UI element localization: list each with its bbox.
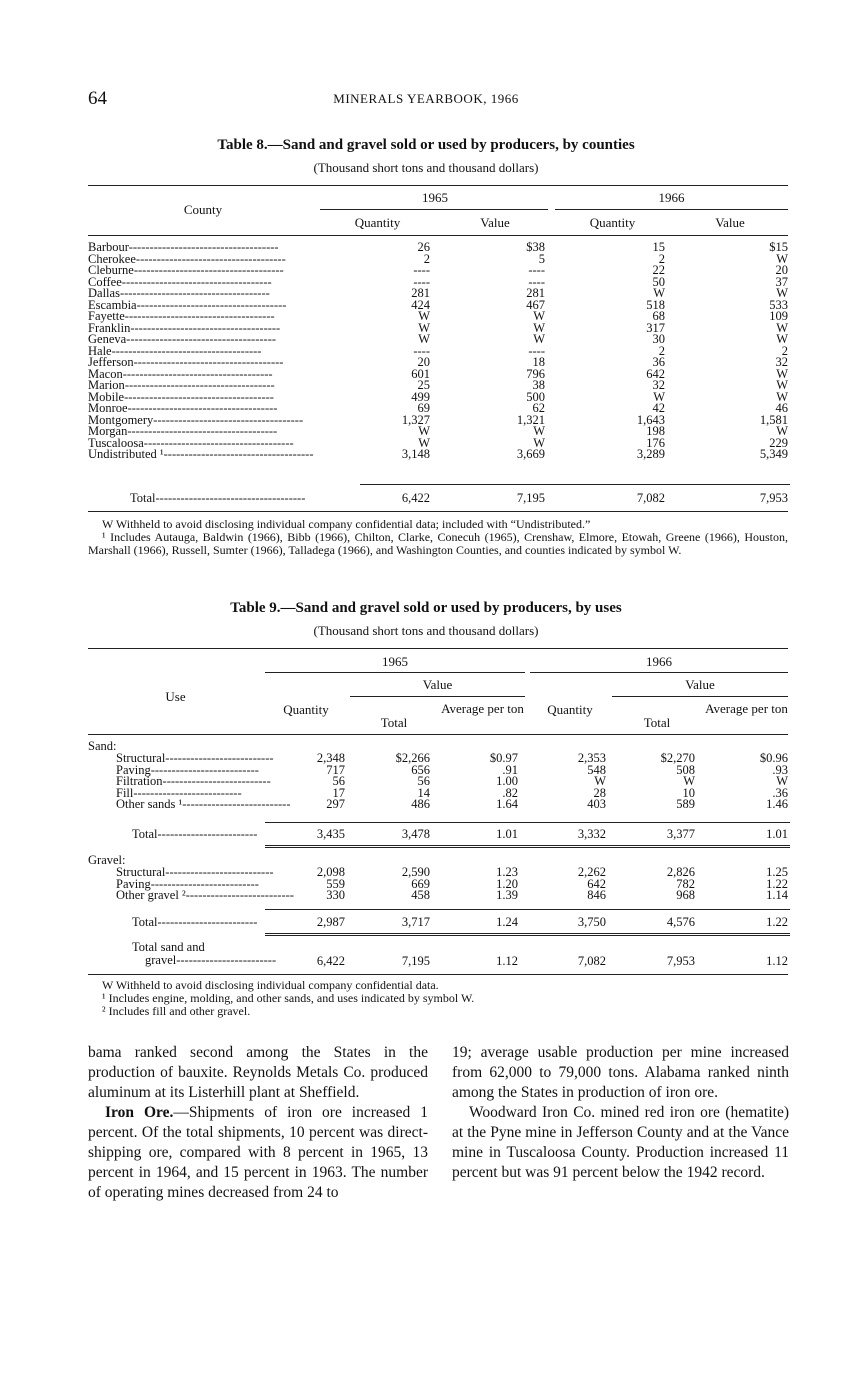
table-cell: 2	[658, 251, 665, 266]
table8-v66-column	[718, 242, 788, 461]
table9-sand-a65	[450, 753, 518, 811]
table-cell: W	[776, 774, 788, 788]
table-cell: 6,422	[401, 491, 430, 505]
table-cell: 56	[332, 774, 345, 788]
table-cell: 14	[417, 785, 430, 800]
table-cell: W	[418, 320, 430, 335]
table9-sand-t66	[625, 753, 695, 811]
table-cell: 500	[526, 389, 545, 404]
table9-sand-a66	[718, 753, 788, 811]
table9-value-rule-1965	[350, 696, 525, 697]
table-cell: 782	[676, 876, 695, 891]
table-cell: 601	[411, 366, 430, 381]
table-cell: W	[418, 424, 430, 438]
table8-header-rule	[88, 235, 788, 236]
table-cell: 20	[417, 355, 430, 369]
table-cell: 499	[411, 389, 430, 404]
table9-col-t65: Total	[380, 715, 408, 730]
page-number: 64	[88, 88, 107, 109]
table9-col-q66: Quantity	[547, 702, 593, 717]
table-cell: 1.64	[496, 797, 518, 811]
table8-q66-column	[595, 242, 665, 461]
table-cell: W	[418, 332, 430, 346]
table9-gravel-total-label: Total------------------------	[132, 915, 258, 929]
table-cell: 1.01	[766, 827, 788, 841]
table-cell: W	[533, 320, 545, 335]
table-cell: 37	[775, 274, 788, 289]
table-cell: 7,953	[666, 954, 695, 968]
table9-footnote-w: W Withheld to avoid disclosing individual company confidential data.	[102, 978, 439, 992]
table-cell: .36	[772, 785, 788, 800]
table9-col-t66: Total	[643, 715, 671, 730]
table-cell: 22	[652, 263, 665, 277]
table9-sand-q66	[540, 753, 606, 811]
table-cell: 1,327	[401, 412, 430, 427]
table-cell: 533	[769, 297, 788, 312]
table9-col-a66: Average per ton	[705, 701, 788, 716]
table-cell: 2,348	[316, 751, 345, 765]
table-cell: 846	[587, 888, 606, 902]
table-cell: 589	[676, 797, 695, 811]
table-cell: 10	[682, 785, 695, 800]
table-cell: 5	[538, 251, 545, 266]
table-cell: 109	[769, 309, 788, 323]
table-cell: W	[533, 332, 545, 346]
table9-sand-total-rule	[265, 822, 790, 823]
table-cell: .93	[772, 762, 788, 777]
table-cell: W	[776, 320, 788, 335]
table-cell: 69	[417, 401, 430, 415]
table-cell: 1.46	[766, 797, 788, 811]
table-cell: 7,082	[577, 954, 606, 968]
table-cell: 7,953	[759, 491, 788, 505]
table-cell: 669	[411, 876, 430, 891]
paragraph: Iron Ore.—Shipments of iron ore increased 1 percent. Of the total shipments, 10 percent was direct-shipping ore, compared with 8 percent in 1965, 13 percent in 1964, and 15 percent in 1963. The number of operating mines decreased from 24 to	[88, 1104, 429, 1201]
table-cell: 1.23	[496, 865, 518, 879]
table-cell: 2,353	[577, 751, 606, 765]
table-cell: $2,266	[395, 751, 430, 765]
table-cell: 1.24	[496, 915, 518, 929]
table9-subtitle: (Thousand short tons and thousand dollars)	[313, 623, 539, 638]
table8-bottom-rule	[88, 511, 788, 512]
table-cell: ----	[528, 263, 545, 277]
table-cell: W	[418, 435, 430, 450]
table-cell: 56	[417, 774, 430, 788]
section-heading: Iron Ore.	[105, 1104, 174, 1121]
table9-footnote-2: ² Includes fill and other gravel.	[102, 1004, 251, 1018]
table9-gravel-label: Gravel:	[88, 853, 126, 867]
table8-span-rule-1966	[555, 209, 788, 210]
table9-span-rule-1966	[530, 672, 788, 673]
table-cell: W	[776, 424, 788, 438]
paragraph: bama ranked second among the States in the production of bauxite. Reynolds Metals Co. produced aluminum at its Listerhill plant at Sheffield.	[88, 1044, 428, 1101]
table-cell: 30	[652, 332, 665, 346]
table-cell: 198	[646, 424, 665, 438]
table-row-label: Marion------------------------------------	[88, 378, 275, 392]
table-cell: 1,581	[759, 412, 788, 427]
table8-col-county: County	[183, 202, 223, 217]
table8-year-1965: 1965	[422, 190, 448, 205]
table-cell: W	[683, 774, 695, 788]
table-cell: 1.22	[766, 876, 788, 891]
table-cell: 176	[646, 435, 665, 450]
table9-sand-label: Sand:	[88, 739, 117, 753]
table-cell: 3,289	[636, 447, 665, 461]
table-row-label: Coffee------------------------------------	[88, 274, 272, 289]
table9-grand-total-label-1: Total sand and	[132, 940, 205, 954]
table-cell: 1.01	[496, 827, 518, 841]
table-cell: 3,148	[401, 447, 430, 461]
table-cell: 20	[775, 263, 788, 277]
table-cell: 50	[652, 274, 665, 289]
table-cell: $15	[769, 240, 788, 254]
table-cell: 7,195	[401, 954, 430, 968]
table-cell: 458	[411, 888, 430, 902]
table-cell: W	[653, 389, 665, 404]
table9-col-q65: Quantity	[283, 702, 329, 717]
table-cell: 559	[326, 876, 345, 891]
table-cell: W	[776, 366, 788, 381]
table-cell: W	[776, 251, 788, 266]
table8-year-1966: 1966	[658, 190, 685, 205]
table-cell: .82	[502, 785, 518, 800]
table-cell: 1.00	[496, 774, 518, 788]
table-cell: 2	[423, 251, 430, 266]
table9-year-1965: 1965	[382, 654, 408, 669]
table-cell: $0.96	[759, 751, 788, 765]
table-cell: 25	[417, 378, 430, 392]
table-row-label: Franklin------------------------------------	[88, 320, 281, 335]
right-column	[452, 1043, 789, 1183]
table8-v65-column	[475, 242, 545, 461]
table8-total-rule	[360, 484, 790, 485]
table-cell: 32	[775, 355, 788, 369]
table-cell: 403	[587, 797, 606, 811]
table9-value-rule-1966	[612, 696, 788, 697]
table-cell: W	[776, 332, 788, 346]
table-cell: 1,321	[516, 412, 545, 427]
table-cell: 3,669	[516, 447, 545, 461]
table9-gravel-a65	[450, 867, 518, 902]
table8-title: Table 8.—Sand and gravel sold or used by producers, by counties	[217, 137, 635, 153]
table-cell: 46	[775, 401, 788, 415]
table9-gravel-double-rule	[265, 933, 790, 936]
table9-sand-t65	[360, 753, 430, 811]
table-cell: 3,435	[316, 827, 345, 841]
table9-footnote-1: ¹ Includes engine, molding, and other sands, and uses indicated by symbol W.	[102, 991, 475, 1005]
table-row-label: Fill--------------------------	[116, 785, 242, 800]
table-cell: 2,987	[316, 915, 345, 929]
table-cell: 656	[411, 762, 430, 777]
table-cell: 1.25	[766, 865, 788, 879]
table9-sand-total-label: Total------------------------	[132, 827, 258, 841]
left-column	[88, 1043, 428, 1203]
table8-col-q65: Quantity	[354, 215, 401, 230]
table-cell: ----	[413, 274, 430, 289]
table-row-label: Other sands ¹--------------------------	[116, 797, 291, 811]
table-cell: 229	[769, 435, 788, 450]
table9-title: Table 9.—Sand and gravel sold or used by producers, by uses	[230, 600, 622, 616]
table9-col-value-1966: Value	[685, 677, 715, 692]
table8-top-rule	[88, 185, 788, 186]
table9-gravel-q65	[285, 867, 345, 902]
table-cell: 518	[646, 297, 665, 312]
table-cell: 642	[646, 366, 665, 381]
table-row-label: Paving--------------------------	[116, 762, 259, 777]
table-cell: 486	[411, 797, 430, 811]
table-cell: 467	[526, 297, 545, 312]
table-cell: 3,332	[577, 827, 606, 841]
table9-top-rule	[88, 648, 788, 649]
table-cell: 968	[676, 888, 695, 902]
table-cell: 2,590	[401, 865, 430, 879]
table-row-label: Morgan------------------------------------	[88, 424, 278, 438]
table-cell: W	[776, 389, 788, 404]
table9-span-rule-1965	[265, 672, 525, 673]
table-cell: 2	[781, 343, 788, 358]
table-cell: 4,576	[666, 915, 695, 929]
table-cell: 2,098	[316, 865, 345, 879]
table8-footnote-1: ¹ Includes Autauga, Baldwin (1966), Bibb (1966), Chilton, Clarke, Conecuh (1965), Crenshaw, Elmore, Etowah, Greene (1966), Houston, Marshall (1966), Russell, Sumter (1966), Talladega (1966), and Washington Counties, and counties indicated by symbol W.	[88, 530, 788, 557]
table9-year-1966: 1966	[646, 654, 672, 669]
table-cell: 1.14	[766, 888, 788, 902]
table-cell: .91	[502, 762, 518, 777]
table-cell: 68	[652, 309, 665, 323]
table-row-label: Escambia------------------------------------	[88, 297, 287, 312]
table8-county-names	[88, 242, 320, 461]
table-cell: 2	[658, 343, 665, 358]
table-cell: 6,422	[316, 954, 345, 968]
table-cell: ----	[528, 343, 545, 358]
table8-q65-column	[360, 242, 430, 461]
table-cell: 508	[676, 762, 695, 777]
table-cell: 1.22	[766, 915, 788, 929]
table-row-label: Montgomery------------------------------------	[88, 412, 304, 427]
table8-subtitle: (Thousand short tons and thousand dollars)	[313, 160, 539, 175]
table-cell: 32	[652, 378, 665, 392]
table-cell: 3,750	[577, 915, 606, 929]
running-head: MINERALS YEARBOOK, 1966	[333, 91, 519, 106]
table-cell: W	[418, 309, 430, 323]
table-cell: ----	[528, 274, 545, 289]
table-cell: 330	[326, 888, 345, 902]
table-cell: 297	[326, 797, 345, 811]
table9-bottom-rule	[88, 974, 788, 975]
table-cell: $38	[526, 240, 545, 254]
table-row-label: Filtration--------------------------	[116, 774, 271, 788]
table-cell: 1.20	[496, 876, 518, 891]
table9-header-rule	[88, 734, 788, 735]
table9-sand-names	[116, 751, 291, 811]
table-cell: 1,643	[636, 412, 665, 427]
table-cell: W	[533, 435, 545, 450]
table-cell: W	[533, 424, 545, 438]
table-cell: 62	[532, 401, 545, 415]
table-cell: 38	[532, 378, 545, 392]
table-cell: ----	[413, 263, 430, 277]
table-cell: 5,349	[759, 447, 788, 461]
paragraph: 19; average usable production per mine increased from 62,000 to 79,000 tons. Alabama ranked ninth among the States in production of iron ore.	[452, 1044, 789, 1101]
table-cell: 281	[411, 286, 430, 300]
table-cell: W	[594, 774, 606, 788]
table-cell: 1.12	[766, 954, 788, 968]
table-row-label: Fayette------------------------------------	[88, 309, 275, 323]
paragraph: Woodward Iron Co. mined red iron ore (hematite) at the Pyne mine in Jefferson County and at the Vance mine in Tuscaloosa County. Production increased 11 percent but was 91 percent below the 1942 record.	[452, 1104, 789, 1181]
table9-gravel-a66	[718, 867, 788, 902]
table-row-label: Structural--------------------------	[116, 751, 274, 765]
table-cell: $0.97	[489, 751, 518, 765]
table-cell: W	[776, 378, 788, 392]
table-row-label: Structural--------------------------	[116, 865, 274, 879]
table-cell: 717	[326, 762, 345, 777]
table-cell: 424	[411, 297, 430, 312]
table-cell: 15	[652, 240, 665, 254]
table-cell: 3,717	[401, 915, 430, 929]
table-cell: W	[653, 286, 665, 300]
table9-grand-total-label-2: gravel------------------------	[145, 953, 277, 967]
table9-gravel-t65	[360, 867, 430, 902]
table-row-label: Dallas------------------------------------	[88, 286, 270, 300]
table-cell: 7,082	[636, 491, 665, 505]
table-row-label: Cherokee------------------------------------	[88, 251, 286, 266]
table8-col-q66: Quantity	[589, 215, 636, 230]
table8-total-label: Total------------------------------------	[130, 491, 306, 505]
table9-col-value-1965: Value	[422, 677, 453, 692]
table8-footnote-w: W Withheld to avoid disclosing individual company confidential data; included with “Undistributed.”	[102, 517, 591, 531]
table-row-label: Other gravel ²--------------------------	[116, 888, 294, 902]
table-cell: W	[776, 286, 788, 300]
table8-col-v65: Value	[480, 215, 510, 230]
table-cell: 36	[652, 355, 665, 369]
table9-gravel-total-rule	[265, 909, 790, 910]
table-cell: 2,262	[577, 865, 606, 879]
table9-sand-q65	[285, 753, 345, 811]
table-cell: 3,377	[666, 827, 695, 841]
table-row-label: Barbour------------------------------------	[88, 240, 279, 254]
table-cell: 1.39	[496, 888, 518, 902]
table9-col-use: Use	[165, 689, 186, 704]
table-row-label: Geneva------------------------------------	[88, 332, 277, 346]
table-cell: 28	[593, 785, 606, 800]
table9-col-a65: Average per ton	[441, 701, 524, 716]
table-cell: 17	[332, 785, 345, 800]
table-cell: 281	[526, 286, 545, 300]
table-cell: 548	[587, 762, 606, 777]
table-cell: 26	[417, 240, 430, 254]
table-cell: 2,826	[666, 865, 695, 879]
table-cell: $2,270	[660, 751, 695, 765]
table-row-label: Undistributed ¹------------------------------------	[88, 447, 314, 461]
table9-gravel-q66	[540, 867, 606, 902]
table-row-label: Monroe------------------------------------	[88, 401, 278, 415]
table-row-label: Mobile------------------------------------	[88, 389, 274, 404]
table-cell: W	[533, 309, 545, 323]
table-row-label: Macon------------------------------------	[88, 366, 273, 381]
table9-gravel-names	[116, 865, 294, 902]
table-cell: 42	[652, 401, 665, 415]
table-cell: ----	[413, 343, 430, 358]
table8-span-rule-1965	[320, 209, 548, 210]
table-cell: 796	[526, 366, 545, 381]
table8-col-v66: Value	[715, 215, 745, 230]
table-row-label: Hale------------------------------------	[88, 343, 262, 358]
table-cell: 1.12	[496, 954, 518, 968]
table-cell: 317	[646, 320, 665, 335]
table-cell: 3,478	[401, 827, 430, 841]
table-cell: 642	[587, 876, 606, 891]
table-row-label: Paving--------------------------	[116, 876, 259, 891]
table-cell: 18	[532, 355, 545, 369]
table-row-label: Cleburne------------------------------------	[88, 263, 284, 277]
table-cell: 7,195	[516, 491, 545, 505]
table-row-label: Tuscaloosa------------------------------------	[88, 435, 294, 450]
table-row-label: Jefferson------------------------------------	[88, 355, 284, 369]
table9-sand-double-rule	[265, 845, 790, 848]
table9-gravel-t66	[625, 867, 695, 902]
